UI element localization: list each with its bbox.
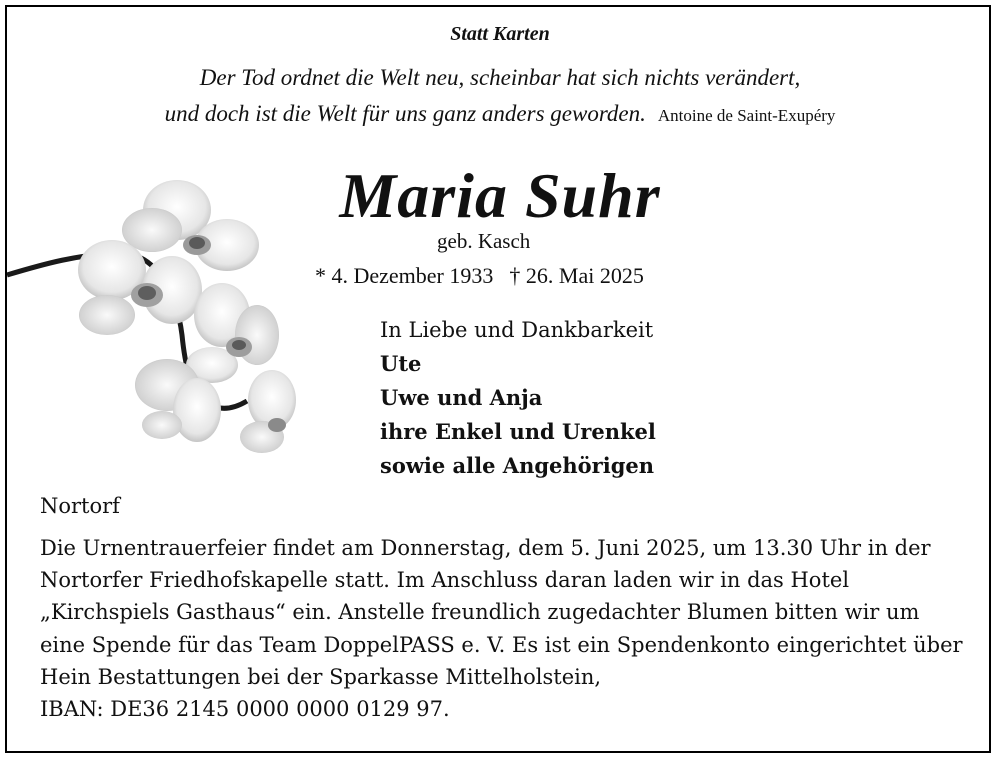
quote-line-1: Der Tod ordnet die Welt neu, scheinbar hat sich nichts verändert, xyxy=(199,65,801,90)
header-title: Statt Karten xyxy=(450,23,550,45)
mourner-name: Ute xyxy=(380,351,422,376)
place: Nortorf xyxy=(40,494,120,518)
birth-name: geb. Kasch xyxy=(437,229,531,253)
notice-line: eine Spende für das Team DoppelPASS e. V. Es ist ein Spendenkonto eingerichtet über xyxy=(40,632,963,657)
birth-date: * 4. Dezember 1933 xyxy=(315,263,494,288)
life-dates xyxy=(315,263,644,289)
deceased-name: Maria Suhr xyxy=(339,160,661,231)
notice-line: IBAN: DE36 2145 0000 0000 0129 97. xyxy=(40,697,450,722)
notice-line: Nortorfer Friedhofskapelle statt. Im Anschluss daran laden wir in das Hotel xyxy=(40,568,850,593)
death-date: † 26. Mai 2025 xyxy=(509,263,644,288)
mourners-intro: In Liebe und Dankbarkeit xyxy=(380,318,654,342)
mourner-name: Uwe und Anja xyxy=(380,385,543,410)
quote-line-2-text: und doch ist die Welt für uns ganz anders geworden. xyxy=(164,101,646,126)
mourner-name: ihre Enkel und Urenkel xyxy=(380,419,656,444)
notice-line: „Kirchspiels Gasthaus“ ein. Anstelle freundlich zugedachter Blumen bitten wir um xyxy=(40,600,920,625)
obituary-frame xyxy=(5,5,991,753)
mourners-block xyxy=(380,313,656,483)
notice-line: Hein Bestattungen bei der Sparkasse Mittelholstein, xyxy=(40,664,602,689)
quote-line-2 xyxy=(7,101,993,127)
mourner-name: sowie alle Angehörigen xyxy=(380,453,655,478)
notice-line: Die Urnentrauerfeier findet am Donnerstag, dem 5. Juni 2025, um 13.30 Uhr in der xyxy=(40,536,931,560)
notice-text xyxy=(40,532,970,725)
quote-author: Antoine de Saint-Exupéry xyxy=(657,106,836,125)
